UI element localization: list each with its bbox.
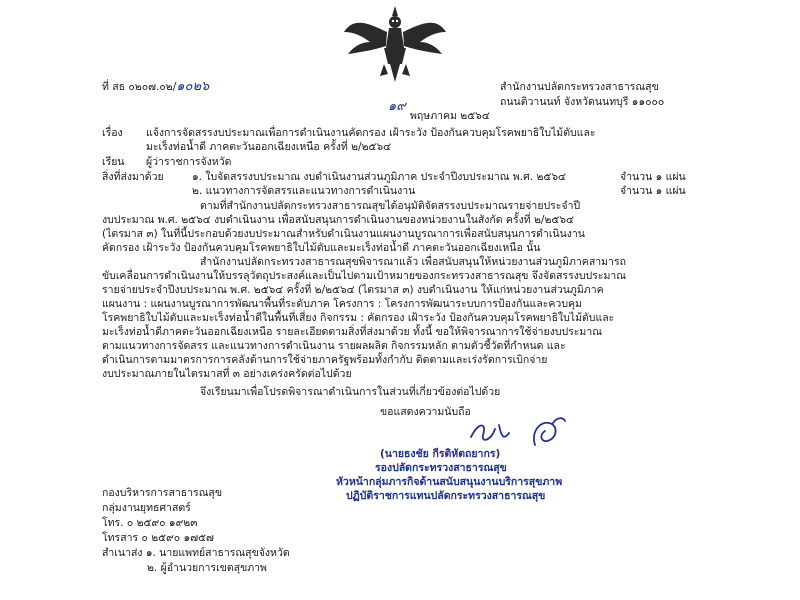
paragraph-line: รายจ่ายประจำปีงบประมาณ พ.ศ. ๒๕๖๔ ครั้งที่ ๒/๒๕๖๔ (ไตรมาส ๓) งบดำเนินงาน ให้แก่หน่วยงานส่วนภูมิภาค [102, 284, 604, 296]
enclosure-item: ๑. ใบจัดสรรงบประมาณ งบดำเนินงานส่วนภูมิภาค ประจำปีงบประมาณ พ.ศ. ๒๕๖๔ [192, 171, 566, 183]
letter-date: พฤษภาคม ๒๕๖๔ [410, 110, 490, 122]
reference-number [102, 80, 209, 94]
garuda-emblem-icon [340, 2, 450, 86]
paragraph-line: แผนงาน : แผนงานบูรณาการพัฒนาพื้นที่ระดับภาค โครงการ : โครงการพัฒนาระบบการป้องกันและควบคุม [102, 298, 582, 310]
footer-cc-2: ๒. ผู้อำนวยการเขตสุขภาพ [147, 562, 267, 574]
footer-phone: โทร. ๐ ๒๕๙๐ ๑๙๒๓ [102, 517, 198, 529]
ref-handwritten: ๑๐๒๖ [176, 79, 210, 94]
subject-line-2: มะเร็งท่อน้ำดี ภาคตะวันออกเฉียงเหนือ ครั้งที่ ๒/๒๕๖๔ [146, 141, 392, 153]
closing-salutation: ขอแสดงความนับถือ [380, 406, 471, 418]
paragraph-line: มะเร็งท่อน้ำดีภาคตะวันออกเฉียงเหนือ รายละเอียดตามสิ่งที่ส่งมาด้วย ทั้งนี้ ขอให้พิจารณาการใช้จ่ายงบประมาณ [102, 326, 602, 338]
handwritten-signature-icon [465, 415, 575, 451]
paragraph-line: โรคพยาธิใบไม้ตับและมะเร็งท่อน้ำดีในพื้นที่เสี่ยง กิจกรรม : คัดกรอง เฝ้าระวัง ป้องกันควบคุมโรคพยาธิใบไม้ตับและ [102, 312, 615, 324]
addressee: ผู้ว่าราชการจังหวัด [146, 156, 232, 168]
addressee-label: เรียน [102, 156, 125, 168]
footer-division: กองบริหารการสาธารณสุข [102, 487, 223, 499]
enclosure-count: จำนวน ๑ แผ่น [620, 185, 686, 197]
paragraph-line: คัดกรอง เฝ้าระวัง ป้องกันควบคุมโรคพยาธิใบไม้ตับและมะเร็งท่อน้ำดี ภาคตะวันออกเฉียงเหนือ นั้น [102, 242, 541, 254]
paragraph-line: (ไตรมาส ๓) ในที่นี้ประกอบด้วยงบประมาณสำหรับดำเนินงานแผนงานบูรณาการเพื่อสนับสนุนการดำเนินงาน [102, 228, 585, 240]
body-paragraph-1 [102, 199, 585, 255]
paragraph-line: สำนักงานปลัดกระทรวงสาธารณสุขพิจารณาแล้ว เพื่อสนับสนุนให้หน่วยงานส่วนภูมิภาคสามารถ [200, 256, 626, 268]
agency-name: สำนักงานปลัดกระทรวงสาธารณสุข [500, 81, 659, 93]
signatory-title-3: ปฏิบัติราชการแทนปลัดกระทรวงสาธารณสุข [346, 490, 546, 502]
signatory-title-1: รองปลัดกระทรวงสาธารณสุข [375, 462, 507, 474]
subject-label: เรื่อง [102, 127, 123, 139]
subject-line-1: แจ้งการจัดสรรงบประมาณเพื่อการดำเนินงานคัดกรอง เฝ้าระวัง ป้องกันควบคุมโรคพยาธิใบไม้ตับและ [146, 127, 596, 139]
closing-request: จึงเรียนมาเพื่อโปรดพิจารณาดำเนินการในส่วนที่เกี่ยวข้องต่อไปด้วย [200, 386, 501, 398]
paragraph-line: งบประมาณ พ.ศ. ๒๕๖๔ งบดำเนินงาน เพื่อสนับสนุนการดำเนินงานของหน่วยงานในสังกัด ครั้งที่ ๒/๒๕๖๔ [102, 214, 574, 226]
footer-group: กลุ่มงานยุทธศาสตร์ [102, 502, 191, 514]
signatory-title-2: หัวหน้ากลุ่มภารกิจด้านสนับสนุนงานบริการสุขภาพ [336, 476, 563, 488]
signatory-name: (นายธงชัย กีรติหัตถยากร) [380, 448, 501, 460]
footer-fax: โทรสาร ๐ ๒๕๙๐ ๑๗๕๗ [102, 532, 214, 544]
ref-printed: ที่ สธ ๐๒๐๗.๐๒/ [102, 81, 177, 93]
paragraph-line: ตามที่สำนักงานปลัดกระทรวงสาธารณสุขได้อนุมัติจัดสรรงบประมาณรายจ่ายประจำปี [200, 200, 581, 212]
paragraph-line: ตามแนวทางการจัดสรร และแนวทางการดำเนินงาน รายผลผลิต กิจกรรมหลัก ตามตัวชี้วัดที่กำหนด และ [102, 340, 566, 352]
enclosure-item: ๒. แนวทางการจัดสรรและแนวทางการดำเนินงาน [192, 185, 416, 197]
body-paragraph-2 [102, 255, 626, 381]
enclosure-count: จำนวน ๑ แผ่น [620, 171, 686, 183]
footer-cc-1: สำเนาส่ง ๑. นายแพทย์สาธารณสุขจังหวัด [102, 547, 290, 559]
paragraph-line: ดำเนินการตามมาตรการการคลังด้านการใช้จ่ายภาครัฐพร้อมทั้งกำกับ ติดตามและเร่งรัดการเบิกจ่าย [102, 354, 548, 366]
enclosures-label: สิ่งที่ส่งมาด้วย [102, 171, 164, 183]
agency-address: ถนนติวานนท์ จังหวัดนนทบุรี ๑๑๐๐๐ [500, 96, 665, 108]
date-day-handwritten: ๑๙ [388, 99, 406, 114]
paragraph-line: ขับเคลื่อนการดำเนินงานให้บรรลุวัตถุประสงค์และเป็นไปตามเป้าหมายของกระทรวงสาธารณสุข จึงจัดสรรงบประมาณ [102, 270, 627, 282]
paragraph-line: งบประมาณภายในไตรมาสที่ ๓ อย่างเคร่งครัดต่อไปด้วย [102, 368, 352, 380]
